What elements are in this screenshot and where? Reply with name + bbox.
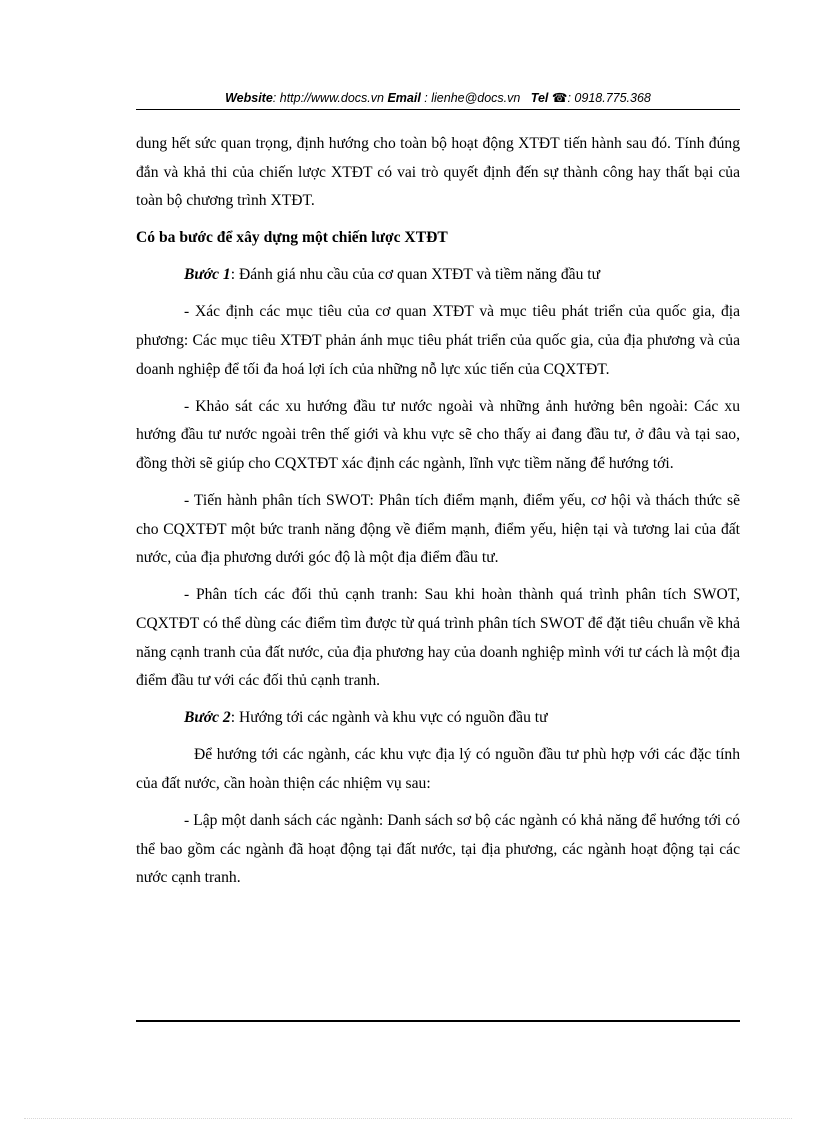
email-value: : lienhe@docs.vn bbox=[420, 91, 521, 105]
paragraph-list: - Lập một danh sách các ngành: Danh sách sơ bộ các ngành có khả năng để hướng tới có thể bao gồm các ngành đã hoạt động tại đất nước, tại địa phương, các ngành hoạt động tại các nước cạnh tranh. bbox=[136, 811, 740, 887]
paragraph-intro: dung hết sức quan trọng, định hướng cho toàn bộ hoạt động XTĐT tiến hành sau đó. Tính đúng đắn và khả thi của chiến lược XTĐT có vai trò quyết định đến sự thành công hay thất bại của toàn bộ chương trình XTĐT. bbox=[136, 135, 740, 210]
footer-divider bbox=[136, 1020, 740, 1022]
step-2-text: : Hướng tới các ngành và khu vực có nguồn đầu tư bbox=[230, 709, 548, 727]
website-label: Website bbox=[225, 91, 273, 105]
step-2-line bbox=[136, 704, 740, 733]
website-value: : http://www.docs.vn bbox=[272, 91, 384, 105]
paragraph-sectors: Để hướng tới các ngành, các khu vực địa lý có nguồn đầu tư phù hợp với các đặc tính của đất nước, cần hoàn thiện các nhiệm vụ sau: bbox=[136, 746, 740, 792]
telephone-icon: ☎ bbox=[551, 91, 568, 105]
email-label: Email bbox=[387, 91, 421, 105]
step-1-label: Bước 1 bbox=[184, 266, 231, 284]
paragraph-competitors: - Phân tích các đối thủ cạnh tranh: Sau khi hoàn thành quá trình phân tích SWOT, CQXTĐT có thể dùng các điểm tìm được từ quá trình phân tích SWOT để đặt tiêu chuẩn về khả năng cạnh tranh của đất nước, của địa phương hay của doanh nghiệp mình với tư cách là một địa điểm đầu tư với các đối thủ cạnh tranh. bbox=[136, 586, 740, 690]
section-heading: Có ba bước để xây dựng một chiến lược XTĐT bbox=[136, 229, 448, 247]
step-2-label: Bước 2 bbox=[184, 709, 231, 727]
paragraph-objectives: - Xác định các mục tiêu của cơ quan XTĐT và mục tiêu phát triển của quốc gia, địa phương: Các mục tiêu XTĐT phản ánh mục tiêu phát triển của quốc gia, của địa phương và của doanh nghiệp để tối đa hoá lợi ích của những nỗ lực xúc tiến của CQXTĐT. bbox=[136, 303, 740, 378]
paragraph-trends: - Khảo sát các xu hướng đầu tư nước ngoài và những ảnh hưởng bên ngoài: Các xu hướng đầu tư nước ngoài trên thế giới và khu vực sẽ cho thấy ai đang đầu tư, ở đâu và tại sao, đồng thời sẽ giúp cho CQXTĐT xác định các ngành, lĩnh vực tiềm năng để hướng tới. bbox=[136, 397, 740, 472]
tel-value: : 0918.775.368 bbox=[567, 91, 651, 105]
page-bottom-border bbox=[24, 1118, 792, 1119]
document-body bbox=[136, 130, 740, 901]
step-1-text: : Đánh giá nhu cầu của cơ quan XTĐT và tiềm năng đầu tư bbox=[230, 266, 601, 284]
paragraph-swot: - Tiến hành phân tích SWOT: Phân tích điểm mạnh, điểm yếu, cơ hội và thách thức sẽ cho CQXTĐT một bức tranh năng động về điểm mạnh, điểm yếu, hiện tại và tương lai của đất nước, của địa phương dưới góc độ là một địa điểm đầu tư. bbox=[136, 492, 740, 567]
header-divider bbox=[136, 109, 740, 110]
step-1-line bbox=[136, 261, 740, 290]
tel-label: Tel bbox=[530, 91, 549, 105]
page-header bbox=[136, 90, 740, 110]
